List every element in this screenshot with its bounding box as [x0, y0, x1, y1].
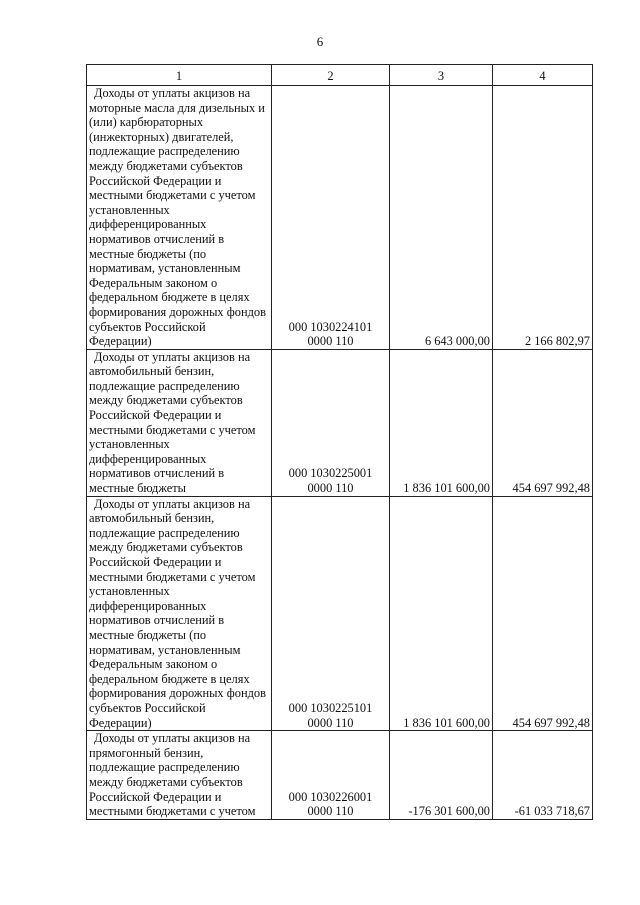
amount-col3-cell: 1 836 101 600,00 — [390, 496, 493, 731]
budget-code-part-1: 000 1030225001 — [288, 466, 373, 481]
income-name: Доходы от уплаты акцизов на моторные масла для дизельных и (или) карбюраторных (инжекторных) двигателей, подлежащие распределению между бюджетами субъектов Российской Федерации и местными бюджетами с учетом установленных дифференцированных нормативов отчислений в местные бюджеты (по нормативам, установленным Федеральным законом о федеральном бюджете в целях формирования дорожных фондов субъектов Российской Федерации) — [89, 86, 266, 349]
budget-code-part-2: 0000 110 — [307, 715, 354, 730]
budget-code-cell — [272, 731, 390, 820]
column-header-3: 3 — [390, 65, 493, 86]
table-row — [87, 349, 593, 496]
amount-col3-cell: 6 643 000,00 — [390, 86, 493, 350]
budget-code-part-2: 0000 110 — [307, 804, 354, 819]
income-name-cell — [87, 86, 272, 350]
income-name: Доходы от уплаты акцизов на автомобильный бензин, подлежащие распределению между бюджетами субъектов Российской Федерации и местными бюджетами с учетом установленных дифференцированных нормативов отчислений в местные бюджеты (по нормативам, установленным Федеральным законом о федеральном бюджете в целях формирования дорожных фондов субъектов Российской Федерации) — [89, 496, 266, 730]
budget-table — [86, 64, 593, 820]
table-row — [87, 731, 593, 820]
table-row — [87, 86, 593, 350]
budget-code-part-2: 0000 110 — [307, 481, 354, 496]
table-row — [87, 496, 593, 731]
budget-code-cell — [272, 86, 390, 350]
table-header — [87, 65, 593, 86]
amount-col3-cell: 1 836 101 600,00 — [390, 349, 493, 496]
amount-col4-cell: 454 697 992,48 — [493, 496, 593, 731]
budget-code-cell — [272, 496, 390, 731]
income-name: Доходы от уплаты акцизов на автомобильный бензин, подлежащие распределению между бюджетами субъектов Российской Федерации и местными бюджетами с учетом установленных дифференцированных нормативов отчислений в местные бюджеты — [89, 349, 256, 496]
amount-col4-cell: -61 033 718,67 — [493, 731, 593, 820]
income-name-cell — [87, 349, 272, 496]
budget-code-part-1: 000 1030224101 — [288, 319, 373, 334]
amount-col4-cell: 454 697 992,48 — [493, 349, 593, 496]
budget-code-cell — [272, 349, 390, 496]
column-header-4: 4 — [493, 65, 593, 86]
budget-code-part-1: 000 1030226001 — [288, 789, 373, 804]
budget-code-part-2: 0000 110 — [307, 334, 354, 349]
column-header-2: 2 — [272, 65, 390, 86]
income-name: Доходы от уплаты акцизов на прямогонный бензин, подлежащие распределению между бюджетами субъектов Российской Федерации и местными бюджетами с учетом — [89, 731, 256, 819]
table-body — [87, 86, 593, 820]
column-header-1: 1 — [87, 65, 272, 86]
page-number: 6 — [316, 34, 324, 49]
table-header-row — [87, 65, 593, 86]
income-name-cell — [87, 731, 272, 820]
income-name-cell — [87, 496, 272, 731]
budget-code-part-1: 000 1030225101 — [288, 700, 373, 715]
amount-col4-cell: 2 166 802,97 — [493, 86, 593, 350]
amount-col3-cell: -176 301 600,00 — [390, 731, 493, 820]
